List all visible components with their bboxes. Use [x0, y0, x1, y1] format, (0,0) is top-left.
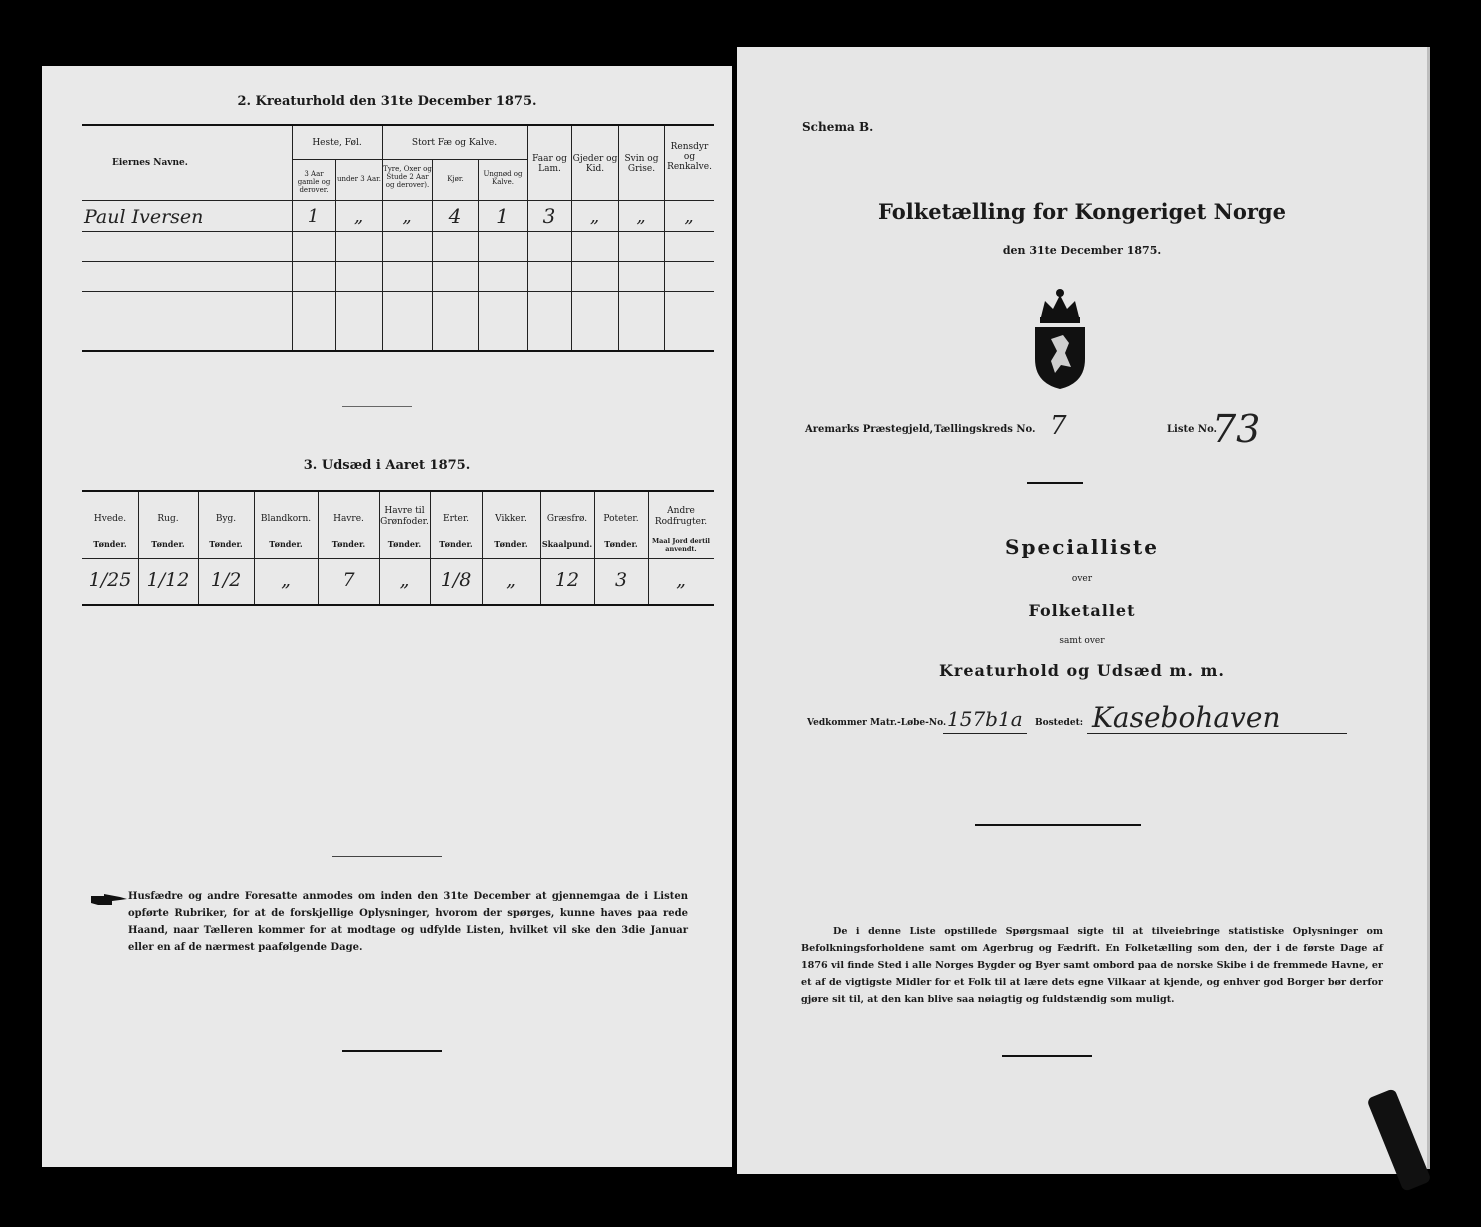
udsaed-bottom-rule	[82, 604, 714, 606]
bostedet-underline	[1087, 733, 1347, 734]
cell-tyre: „	[402, 206, 412, 227]
stort-group-header: Stort Fæ og Kalve.	[411, 138, 498, 148]
cell-rensdyr: „	[684, 206, 694, 227]
svin-header: Svin og Grise.	[624, 154, 659, 174]
divider	[975, 824, 1141, 826]
udsaed-unit: Skaalpund.	[541, 539, 593, 549]
udsaed-header: Græsfrø.	[546, 514, 588, 524]
cell-heste-young: „	[353, 206, 364, 227]
pointing-hand-icon	[90, 892, 128, 904]
udsaed-value: „	[281, 569, 291, 591]
heste-old-header: 3 Aar gamle og derover.	[297, 170, 331, 194]
udsaed-unit: Tønder.	[494, 539, 528, 549]
udsaed-header: Blandkorn.	[260, 514, 312, 524]
udsaed-unit: Tønder.	[604, 539, 638, 549]
heste-young-header: under 3 Aar.	[337, 175, 381, 183]
over-label: over	[1071, 574, 1093, 584]
cell-kjor: 4	[448, 204, 462, 228]
bostedet-label: Bostedet:	[1035, 718, 1084, 728]
matr-no: 157b1a	[947, 707, 1023, 731]
table-row-rule	[82, 261, 714, 262]
heste-group-header: Heste, Føl.	[312, 138, 362, 148]
udsaed-unit: Maal Jord dertil anvendt.	[651, 537, 711, 553]
notice-text: Husfædre og andre Foresatte anmodes om inden den 31te December at gjennemgaa de i Listen opførte Rubriker, for at de forskjellige Oplysninger, hvorom der spørges, kunne haves paa rede Haand, naar Tælleren kommer for at modtage og udfylde Listen, hvilket vil ske den 3die Januar eller en af de nærmest paafølgende Dage.	[128, 891, 688, 953]
udsaed-value: 7	[342, 569, 355, 591]
udsaed-value: 1/25	[88, 569, 132, 591]
subheader-rule	[292, 159, 527, 160]
udsaed-header: Hvede.	[93, 514, 127, 524]
divider	[342, 406, 412, 407]
left-page	[42, 66, 732, 1167]
udsaed-value: „	[506, 569, 516, 591]
udsaed-header: Havre.	[333, 514, 364, 524]
matr-label: Vedkommer Matr.-Løbe-No.	[807, 718, 947, 728]
col-line	[292, 126, 293, 350]
divider	[332, 856, 442, 857]
footer-text: De i denne Liste opstillede Spørgsmaal sigte til at tilveiebringe statistiske Oplysninger om Befolkningsforholdene samt om Agerbrug og Fædrift. En Folketælling som den, der i de første Dage af 1876 vil finde Sted i alle Norges Bygder og Byer samt ombord paa de norske Skibe i de fremmede Havne, er et af de vigtigste Midler for et Folk til at lære dets egne Vilkaar at kjende, og enhver god Borger bør derfor gjøre sit til, at den kan blive saa nøiagtig og fuldstændig som muligt.	[801, 926, 1383, 1005]
kjor-header: Kjør.	[447, 175, 464, 183]
udsaed-header: Byg.	[215, 514, 237, 524]
cell-ungnod: 1	[496, 204, 509, 228]
owner-header: Eiernes Navne.	[112, 158, 188, 168]
udsaed-header: Erter.	[443, 514, 469, 524]
liste-label: Liste No.	[1167, 424, 1218, 435]
udsaed-unit: Tønder.	[331, 539, 366, 549]
ungnod-header: Ungnød og Kalve.	[483, 170, 523, 186]
col-line	[432, 159, 433, 350]
col-line	[382, 126, 383, 350]
udsaed-header: Andre Rodfrugter.	[654, 506, 708, 527]
table-header-rule	[82, 200, 714, 201]
tellingskreds-no: 7	[1050, 411, 1067, 441]
specialliste-title: Specialliste	[1005, 535, 1159, 559]
udsaed-header: Vikker.	[495, 514, 527, 524]
udsaed-unit: Tønder.	[93, 539, 127, 549]
bostedet-value: Kasebohaven	[1092, 701, 1281, 734]
udsaed-value: 3	[614, 569, 628, 591]
coat-of-arms-icon	[1031, 287, 1089, 391]
udsaed-header: Rug.	[157, 514, 179, 524]
udsaed-value: 1/2	[210, 569, 242, 591]
title-date: den 31te December 1875.	[1002, 244, 1162, 257]
rensdyr-header: Rensdyr og Renkalve.	[667, 142, 712, 172]
cell-svin: „	[636, 206, 646, 227]
main-title: Folketælling for Kongeriget Norge	[878, 199, 1286, 224]
folketallet-title: Folketallet	[1028, 601, 1136, 620]
tyre-header: Tyre, Oxer og Stude 2 Aar og derover).	[383, 165, 432, 189]
section3-title: 3. Udsæd i Aaret 1875.	[303, 458, 471, 473]
section2-title: 2. Kreaturhold den 31te December 1875.	[237, 94, 537, 109]
udsaed-value: 1/12	[146, 569, 190, 591]
udsaed-unit: Tønder.	[439, 539, 473, 549]
faar-header: Faar og Lam.	[532, 154, 567, 174]
cell-heste-old: 1	[307, 206, 320, 227]
table-row-rule	[82, 291, 714, 292]
udsaed-unit: Tønder.	[387, 539, 422, 549]
udsaed-value: „	[399, 569, 410, 591]
udsaed-unit: Tønder.	[269, 539, 303, 549]
udsaed-header-rule	[82, 558, 714, 559]
schema-label: Schema B.	[802, 120, 874, 134]
udsaed-value: 1/8	[440, 569, 472, 591]
cell-faar: 3	[542, 204, 556, 228]
udsaed-unit: Tønder.	[151, 539, 185, 549]
udsaed-unit: Tønder.	[209, 539, 243, 549]
divider	[1002, 1055, 1092, 1057]
udsaed-value: „	[676, 569, 686, 591]
divider	[1027, 482, 1083, 484]
udsaed-header: Poteter.	[603, 514, 639, 524]
owner-name: Paul Iversen	[84, 206, 204, 228]
prestegjeld: Aremarks Præstegjeld,	[805, 424, 934, 435]
udsaed-value: 12	[554, 569, 580, 591]
divider	[342, 1050, 442, 1052]
samt-over-label: samt over	[1059, 636, 1105, 646]
col-line	[478, 159, 479, 350]
table-row-rule	[82, 231, 714, 232]
cell-gjeder: „	[589, 206, 600, 227]
liste-no: 73	[1212, 407, 1261, 451]
col-line	[335, 159, 336, 350]
table-top-rule	[82, 124, 714, 126]
table-bottom-rule	[82, 350, 714, 352]
udsaed-top-rule	[82, 490, 714, 492]
right-page	[737, 47, 1427, 1174]
matr-underline	[943, 733, 1027, 734]
gjeder-header: Gjeder og Kid.	[572, 154, 618, 174]
kreaturhold-title: Kreaturhold og Udsæd m. m.	[939, 661, 1225, 680]
tellingskreds-label: Tællingskreds No.	[934, 424, 1036, 435]
udsaed-header: Havre til Grønfoder.	[380, 506, 429, 527]
